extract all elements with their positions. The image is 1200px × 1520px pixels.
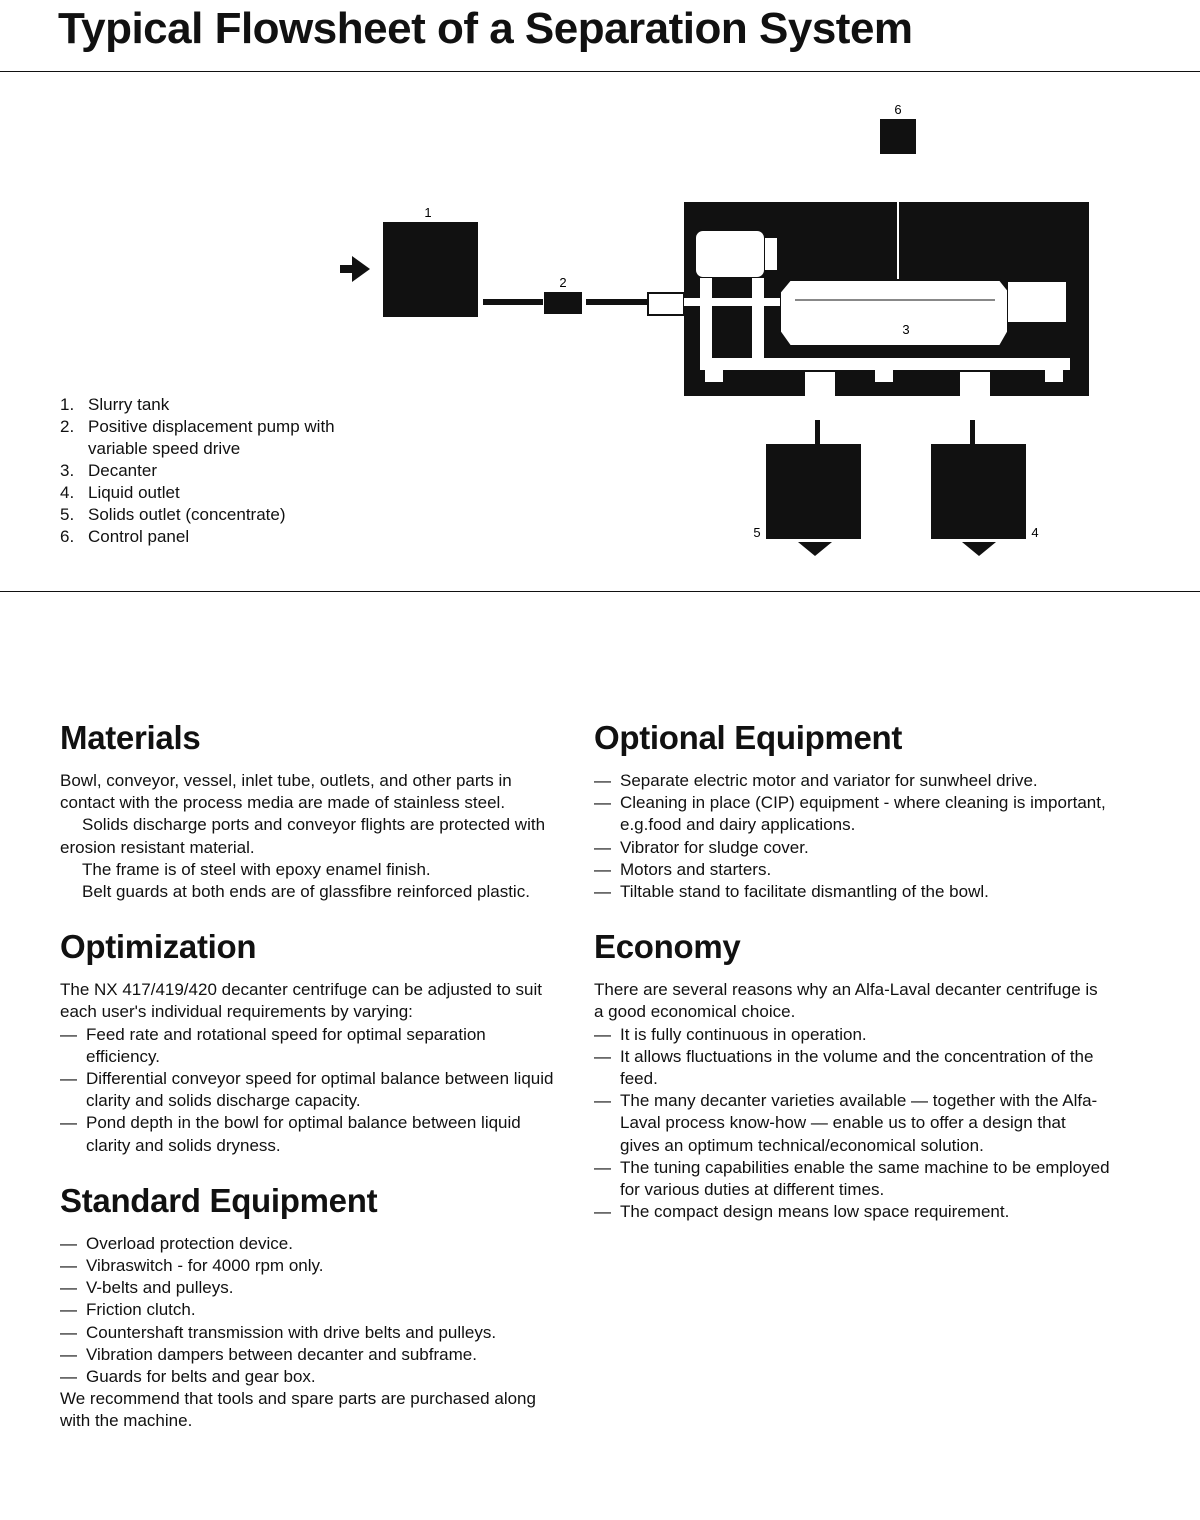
legend-item: 1. Slurry tank: [60, 395, 170, 414]
feed-pipe: [483, 299, 543, 305]
legend-item: 4. Liquid outlet: [60, 483, 180, 502]
list-item: — Countershaft transmission with drive belts and pulleys.: [60, 1322, 497, 1342]
optimization-list: [60, 1024, 556, 1157]
economy-list: [594, 1024, 1110, 1224]
list-item: — Feed rate and rotational speed for optimal separation efficiency.: [60, 1024, 486, 1066]
diagram-label-5: 5: [753, 525, 761, 540]
economy-section: [594, 929, 1110, 1223]
materials-section: [60, 720, 556, 903]
list-item: — It is fully continuous in operation.: [594, 1024, 867, 1044]
legend-item: 5. Solids outlet (concentrate): [60, 505, 286, 524]
list-item: — The tuning capabilities enable the same machine to be employed for various duties at different times.: [594, 1157, 1110, 1200]
list-item: — Separate electric motor and variator for sunwheel drive.: [594, 771, 1038, 790]
economy-intro: There are several reasons why an Alfa-Laval decanter centrifuge is a good economical choice.: [594, 980, 1098, 1022]
solids-tank: [766, 444, 861, 539]
pump-pipe: [586, 299, 648, 305]
standard-equipment-note: We recommend that tools and spare parts are purchased along with the machine.: [60, 1389, 536, 1431]
optimization-intro: The NX 417/419/420 decanter centrifuge can be adjusted to suit each user's individual requirements by varying:: [60, 980, 542, 1022]
legend-item: 2. Positive displacement pump with variable speed drive: [60, 417, 335, 458]
list-item: — Overload protection device.: [60, 1233, 293, 1253]
materials-paragraph: Solids discharge ports and conveyor flights are protected with erosion resistant material.: [60, 815, 546, 857]
optional-equipment-section: [594, 720, 1110, 903]
diagram-label-3: 3: [902, 322, 910, 337]
list-item: — Motors and starters.: [594, 859, 772, 879]
liquid-tank: [931, 444, 1026, 539]
diagram-label-6: 6: [894, 102, 902, 117]
standard-equipment-list: [60, 1233, 556, 1388]
list-item: — Friction clutch.: [60, 1300, 196, 1320]
list-item: — Cleaning in place (CIP) equipment - where cleaning is important, e.g.food and dairy applications.: [594, 793, 1106, 835]
materials-heading: Materials: [60, 719, 201, 756]
list-item: — The many decanter varieties available — together with the Alfa-Laval process know-how — enable us to offer a design that gives an optimum technical/economical solution.: [594, 1091, 1098, 1155]
optimization-section: [60, 929, 556, 1157]
materials-paragraph: Bowl, conveyor, vessel, inlet tube, outlets, and other parts in contact with the process media are made of stainless steel.: [60, 771, 512, 813]
inlet-arrow-icon: [340, 256, 370, 282]
list-item: — Guards for belts and gear box.: [60, 1367, 316, 1387]
diagram-legend: [60, 394, 348, 548]
page-title: Typical Flowsheet of a Separation System: [58, 4, 913, 53]
list-item: — Vibration dampers between decanter and subframe.: [60, 1344, 477, 1364]
materials-paragraph: The frame is of steel with epoxy enamel finish.: [82, 859, 431, 879]
standard-equipment-section: [60, 1183, 556, 1433]
legend-item: 3. Decanter: [60, 461, 157, 480]
list-item: — V-belts and pulleys.: [60, 1278, 234, 1298]
pump: [544, 292, 582, 314]
diagram-label-2: 2: [559, 275, 567, 290]
list-item: — Tiltable stand to facilitate dismantling of the bowl.: [594, 882, 989, 902]
right-column: [594, 720, 1110, 1249]
list-item: — Vibraswitch - for 4000 rpm only.: [60, 1256, 324, 1276]
materials-paragraph: Belt guards at both ends are of glassfibre reinforced plastic.: [82, 882, 530, 902]
standard-equipment-heading: Standard Equipment: [60, 1181, 378, 1219]
economy-heading: Economy: [594, 928, 741, 966]
list-item: — Differential conveyor speed for optimal balance between liquid clarity and solids discharge capacity.: [60, 1069, 554, 1111]
optional-equipment-heading: Optional Equipment: [594, 719, 903, 756]
diagram-label-4: 4: [1031, 525, 1039, 540]
list-item: — Vibrator for sludge cover.: [594, 837, 809, 857]
left-column: [60, 720, 556, 1459]
optional-equipment-list: [594, 770, 1110, 903]
list-item: — Pond depth in the bowl for optimal balance between liquid clarity and solids dryness.: [60, 1113, 521, 1155]
slurry-tank: [383, 222, 478, 317]
list-item: — It allows fluctuations in the volume and the concentration of the feed.: [594, 1046, 1094, 1089]
optimization-heading: Optimization: [60, 928, 257, 966]
control-panel: [880, 119, 916, 154]
list-item: — The compact design means low space requirement.: [594, 1202, 1010, 1222]
legend-item: 6. Control panel: [60, 527, 190, 546]
diagram-label-1: 1: [424, 205, 432, 220]
